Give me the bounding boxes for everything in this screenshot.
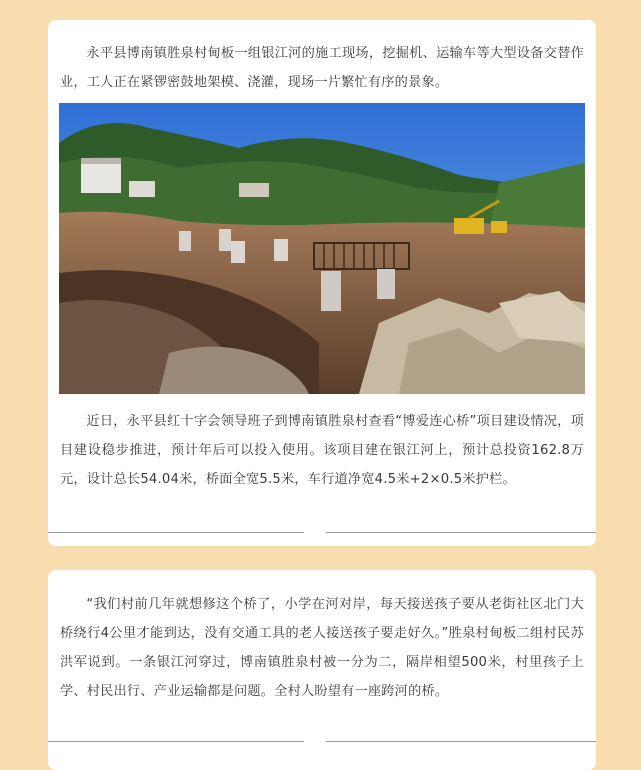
article-card-1: [48, 20, 596, 546]
article-paragraph-2: 近日，永平县红十字会领导班子到博南镇胜泉村查看“博爱连心桥”项目建设情况，项目建设稳步推进，预计年后可以投入使用。该项目建在银江河上，预计总投资162.8万元，设计总长54.04米，桥面全宽5.5米，车行道净宽4.5米+2×0.5米护栏。: [60, 414, 584, 487]
section-divider-left: [48, 532, 304, 533]
article-card-2: [48, 570, 596, 770]
article-paragraph-1: 永平县博南镇胜泉村甸板一组银江河的施工现场，挖掘机、运输车等大型设备交替作业，工人正在紧锣密鼓地架模、浇灌，现场一片繁忙有序的景象。: [60, 46, 584, 90]
section-divider-right: [326, 741, 596, 742]
section-divider-left: [48, 741, 304, 742]
article-paragraph-3: “我们村前几年就想修这个桥了，小学在河对岸，每天接送孩子要从老街社区北门大桥绕行4公里才能到达，没有交通工具的老人接送孩子要走好久。”胜泉村甸板二组村民苏洪军说到。一条银江河穿过，博南镇胜泉村被一分为二，隔岸相望500米，村里孩子上学、村民出行、产业运输都是问题。全村人盼望有一座跨河的桥。: [60, 597, 584, 699]
section-divider-right: [326, 532, 596, 533]
construction-site-photo: [59, 103, 585, 394]
